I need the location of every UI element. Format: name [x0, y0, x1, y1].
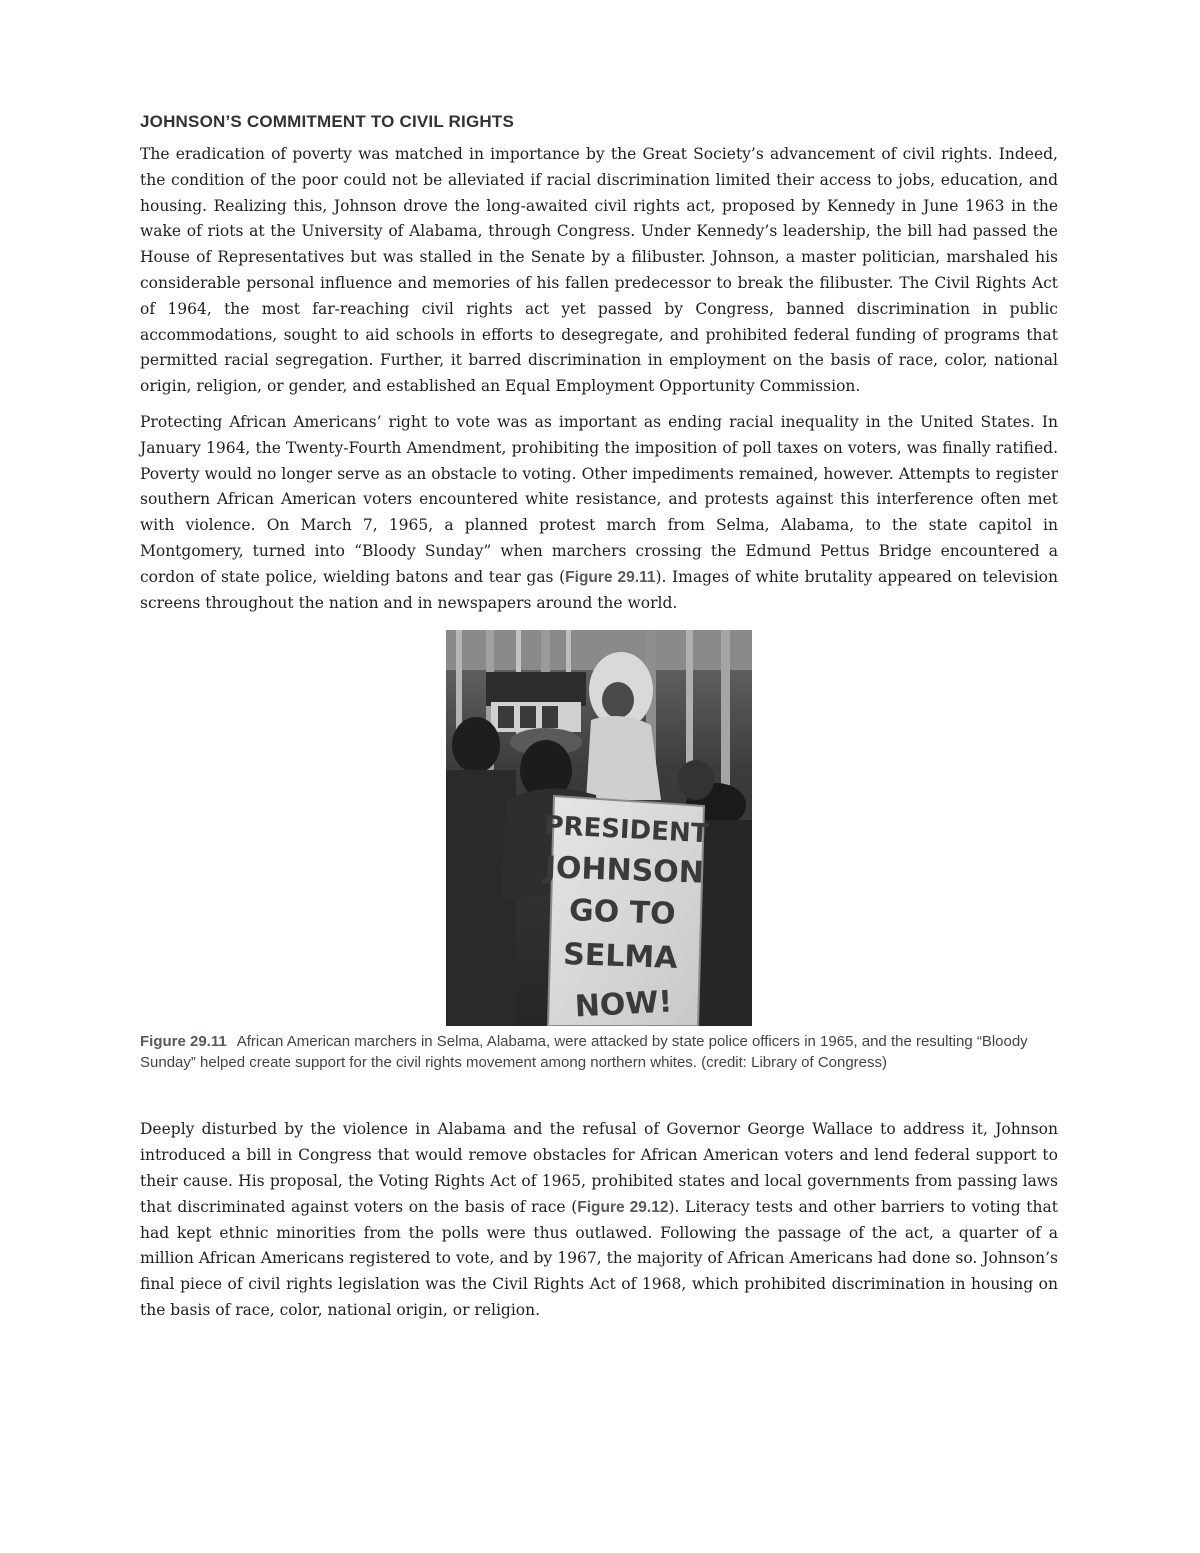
- figure-caption-label: Figure 29.11: [140, 1033, 227, 1051]
- paragraph-1: The eradication of poverty was matched in importance by the Great Society’s advancement of civil rights. Indeed, the condition of the poor could not be alleviated if racial discrimination limited their access to jobs, education, and housing. Realizing this, Johnson drove the long-awaited civil rights act, proposed by Kennedy in June 1963 in the wake of riots at the University of Alabama, through Congress. Under Kennedy’s leadership, the bill had passed the House of Representatives but was stalled in the Senate by a filibuster. Johnson, a master politician, marshaled his considerable personal influence and memories of his fallen predecessor to break the filibuster. The Civil Rights Act of 1964, the most far-reaching civil rights act yet passed by Congress, banned discrimination in public accommodations, sought to aid schools in efforts to desegregate, and prohibited federal funding of programs that permitted racial segregation. Further, it barred discrimination in employment on the basis of race, color, national origin, religion, or gender, and established an Equal Employment Opportunity Commission.: [140, 145, 1058, 396]
- paragraph-3-text-start: Deeply disturbed by the violence in Alabama and the refusal of Governor George Wallace to address it, Johnson introduced a bill in Congress that would remove obstacles for African American voters and lend federal support to their cause. His proposal, the Voting Rights Act of 1965, prohibited states and local governments from passing laws that discriminated against voters on the basis of race (: [140, 1120, 1058, 1216]
- paragraph-2-text-start: Protecting African Americans’ right to vote was as important as ending racial inequality in the United States. In January 1964, the Twenty-Fourth Amendment, prohibiting the imposition of poll taxes on voters, was finally ratified. Poverty would no longer serve as an obstacle to voting. Other impediments remained, however. Attempts to register southern African American voters encountered white resistance, and protests against this interference often met with violence. On March 7, 1965, a planned protest march from Selma, Alabama, to the state capitol in Montgomery, turned into “Bloody Sunday” when marchers crossing the Edmund Pettus Bridge encountered a cordon of state police, wielding batons and tear gas (: [140, 412, 1058, 586]
- section-heading: JOHNSON’S COMMITMENT TO CIVIL RIGHTS: [140, 112, 514, 131]
- sign-line-1: PRESIDENT: [543, 811, 710, 850]
- figure-29-11-link[interactable]: Figure 29.11: [565, 568, 656, 586]
- sign-line-5: NOW!: [573, 984, 674, 1025]
- paragraph-3: [140, 1117, 1058, 1323]
- paragraph-2: [140, 410, 1058, 616]
- paragraph-3-text-end: ). Literacy tests and other barriers to voting that had kept ethnic minorities from the polls were thus outlawed. Following the passage of the act, a quarter of a million African Americans registered to vote, and by 1967, the majority of African Americans had done so. Johnson’s final piece of civil rights legislation was the Civil Rights Act of 1968, which prohibited discrimination in housing on the basis of race, color, national origin, or religion.: [140, 1197, 1058, 1319]
- figure-29-12-link[interactable]: Figure 29.12: [577, 1198, 669, 1216]
- sign-line-2: JOHNSON: [544, 850, 705, 892]
- document-page: [140, 112, 1058, 1334]
- paragraph-2-text-end: ). Images of white brutality appeared on television screens throughout the nation and in newspapers around the world.: [140, 567, 1058, 612]
- selma-march-photo: [446, 630, 752, 1026]
- sign-line-3: GO TO: [568, 893, 677, 933]
- figure-caption: [140, 1032, 1058, 1073]
- sign-line-4: SELMA: [562, 937, 679, 977]
- figure-caption-text: African American marchers in Selma, Alabama, were attacked by state police officers in 1965, and the resulting “Bloody Sunday” helped create support for the civil rights movement among northern whites. (credit: Library of Congress): [140, 1033, 1028, 1071]
- figure-29-11: [140, 630, 1058, 1073]
